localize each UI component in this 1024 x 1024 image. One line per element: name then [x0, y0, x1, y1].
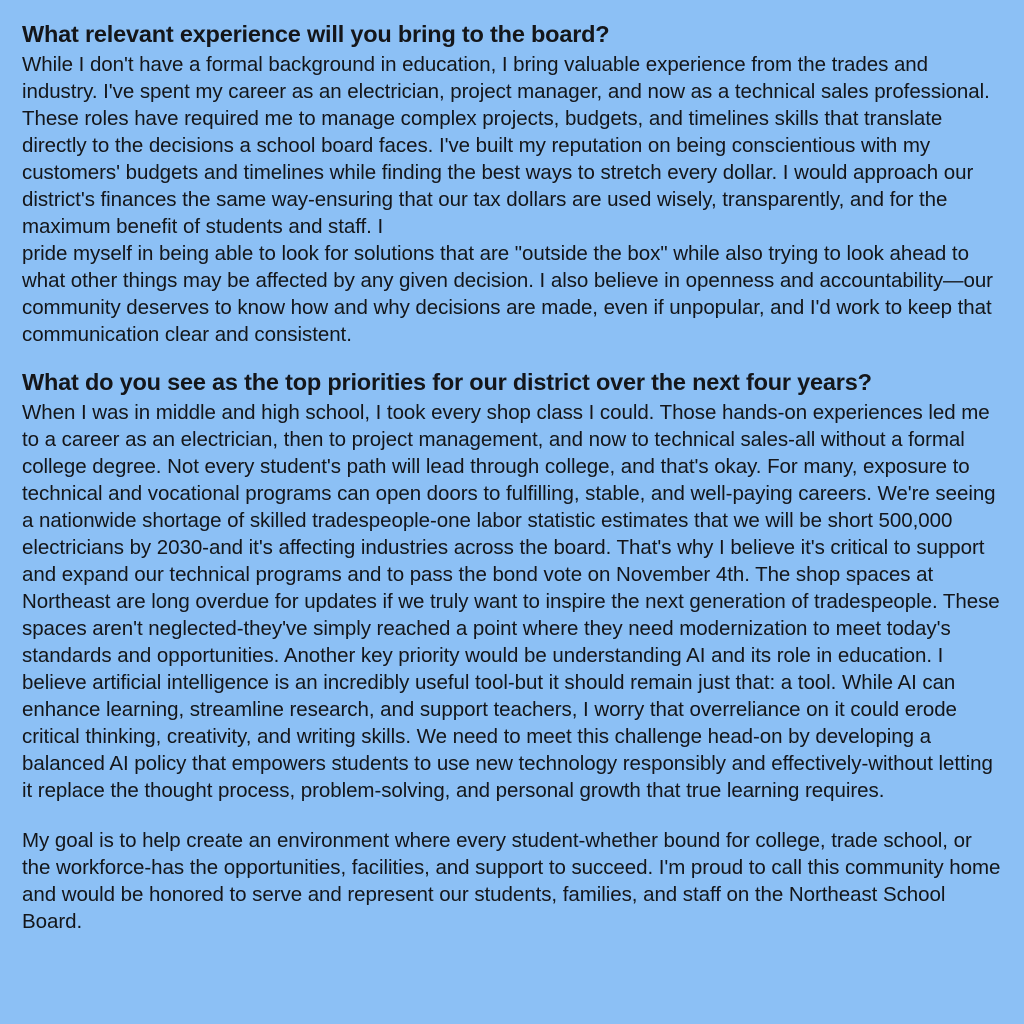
- qa-block-priorities: [22, 368, 1002, 935]
- question-heading-priorities: What do you see as the top priorities for our district over the next four years?: [22, 369, 872, 396]
- question-heading-experience: What relevant experience will you bring to the board?: [22, 21, 610, 47]
- answer-text-priorities: [22, 399, 1002, 935]
- answer-paragraph: While I don't have a formal background in education, I bring valuable experience from the trades and industry. I've spent my career as an electrician, project manager, and now as a technical sales professional. These roles have required me to manage complex projects, budgets, and timelines skills that translate directly to the decisions a school board faces. I've built my reputation on being conscientious with my customers' budgets and timelines while finding the best ways to stretch every dollar. I would approach our district's finances the same way-ensuring that our tax dollars are used wisely, transparently, and for the maximum benefit of students and staff. I: [22, 52, 990, 238]
- answer-paragraph: When I was in middle and high school, I took every shop class I could. Those hands-on experiences led me to a career as an electrician, then to project management, and now to technical sales-all without a formal college degree. Not every student's path will lead through college, and that's okay. For many, exposure to technical and vocational programs can open doors to fulfilling, stable, and well-paying careers. We're seeing a nationwide shortage of skilled tradespeople-one labor statistic estimates that we will be short 500,000 electricians by 2030-and it's affecting industries across the board. That's why I believe it's critical to support and expand our technical programs and to pass the bond vote on November 4th. The shop spaces at Northeast are long overdue for updates if we truly want to inspire the next generation of tradespeople. These spaces aren't neglected-they've simply reached a point where they need modernization to meet today's standards and opportunities. Another key priority would be understanding AI and its role in education. I believe artificial intelligence is an incredibly useful tool-but it should remain just that: a tool. While AI can enhance learning, streamline research, and support teachers, I worry that overreliance on it could erode critical thinking, creativity, and writing skills. We need to meet this challenge head-on by developing a balanced AI policy that empowers students to use new technology responsibly and effectively-without letting it replace the thought process, problem-solving, and personal growth that true learning requires.: [22, 400, 1000, 803]
- answer-text-experience: [22, 51, 1002, 349]
- section-divider-space: [22, 354, 1002, 368]
- answer-paragraph: pride myself in being able to look for solutions that are "outside the box" while also trying to look ahead to what other things may be affected by any given decision. I also believe in openness and accountability—our community deserves to know how and why decisions are made, even if unpopular, and I'd work to keep that communication clear and consistent.: [22, 241, 993, 347]
- answer-paragraph-closing: My goal is to help create an environment where every student-whether bound for college, trade school, or the workforce-has the opportunities, facilities, and support to succeed. I'm proud to call this community home and would be honored to serve and represent our students, families, and staff on the Northeast School Board.: [22, 828, 1001, 933]
- qa-block-experience: [22, 20, 1002, 348]
